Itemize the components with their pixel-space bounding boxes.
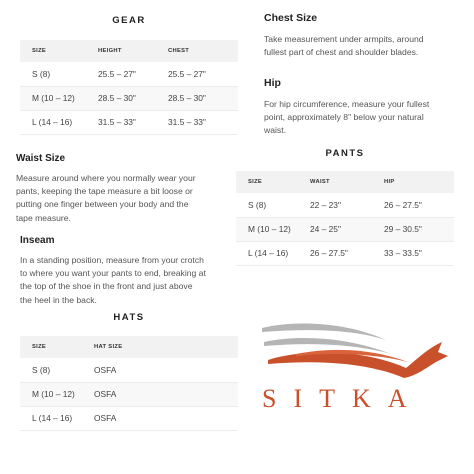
hats-cell: S (8) <box>20 358 82 382</box>
table-row <box>20 358 238 382</box>
inseam-text: In a standing position, measure from your crotch to where you want your pants to end, breaking at the top of the shoe in the front and just above the heel in the back. <box>20 255 206 305</box>
pants-cell: L (14 – 16) <box>236 241 298 265</box>
pants-cell: M (10 – 12) <box>236 217 298 241</box>
table-row <box>20 62 238 86</box>
sitka-logo-text: SITKA <box>262 384 424 413</box>
pants-cell: 33 – 33.5" <box>372 241 454 265</box>
pants-header-row <box>236 171 454 193</box>
gear-cell: S (8) <box>20 62 86 86</box>
pants-col-size: SIZE <box>236 171 298 193</box>
waist-size-text: Measure around where you normally wear your pants, keeping the tape measure a bit loose or putting one finger between your body and the tape measure. <box>16 173 196 223</box>
table-row <box>20 110 238 134</box>
chest-size-heading: Chest Size <box>264 12 318 24</box>
gear-header-row <box>20 40 238 62</box>
gear-cell: 25.5 – 27" <box>86 62 156 86</box>
pants-col-waist: WAIST <box>298 171 372 193</box>
chest-size-text: Take measurement under armpits, around fullest part of chest and shoulder blades. <box>264 34 424 58</box>
pants-cell: 26 – 27.5" <box>372 193 454 217</box>
hats-col-hat-size: HAT SIZE <box>82 336 238 358</box>
gear-cell: 31.5 – 33" <box>86 110 156 134</box>
waist-size-heading: Waist Size <box>16 153 66 164</box>
gear-cell: M (10 – 12) <box>20 86 86 110</box>
hip-heading: Hip <box>264 77 281 89</box>
gear-col-height: HEIGHT <box>86 40 156 62</box>
logo-orange-swoosh <box>268 342 448 378</box>
gear-cell: 31.5 – 33" <box>156 110 238 134</box>
table-row <box>20 406 238 430</box>
sitka-mark-icon <box>256 318 456 380</box>
gear-col-chest: CHEST <box>156 40 238 62</box>
hats-cell: OSFA <box>82 382 238 406</box>
hats-col-size: SIZE <box>20 336 82 358</box>
gear-col-size: SIZE <box>20 40 86 62</box>
gear-cell: 25.5 – 27" <box>156 62 238 86</box>
table-row <box>236 193 454 217</box>
gear-title: GEAR <box>112 15 146 26</box>
pants-cell: 29 – 30.5" <box>372 217 454 241</box>
hip-text: For hip circumference, measure your fullest point, approximately 8" below your natural waist. <box>264 99 430 136</box>
hats-title: HATS <box>113 312 145 323</box>
gear-cell: 28.5 – 30" <box>156 86 238 110</box>
pants-cell: 22 – 23" <box>298 193 372 217</box>
hats-cell: L (14 – 16) <box>20 406 82 430</box>
hats-cell: M (10 – 12) <box>20 382 82 406</box>
hats-cell: OSFA <box>82 406 238 430</box>
gear-table <box>20 40 238 135</box>
gear-cell: 28.5 – 30" <box>86 86 156 110</box>
pants-cell: 24 – 25" <box>298 217 372 241</box>
pants-col-hip: HIP <box>372 171 454 193</box>
pants-cell: S (8) <box>236 193 298 217</box>
hats-table <box>20 336 238 431</box>
logo-gray-swoosh <box>262 324 386 340</box>
table-row <box>236 241 454 265</box>
hats-cell: OSFA <box>82 358 238 382</box>
gear-cell: L (14 – 16) <box>20 110 86 134</box>
inseam-heading: Inseam <box>20 235 55 246</box>
hats-header-row <box>20 336 238 358</box>
table-row <box>20 382 238 406</box>
table-row <box>236 217 454 241</box>
table-row <box>20 86 238 110</box>
pants-cell: 26 – 27.5" <box>298 241 372 265</box>
pants-table <box>236 171 454 266</box>
pants-title: PANTS <box>325 148 365 159</box>
